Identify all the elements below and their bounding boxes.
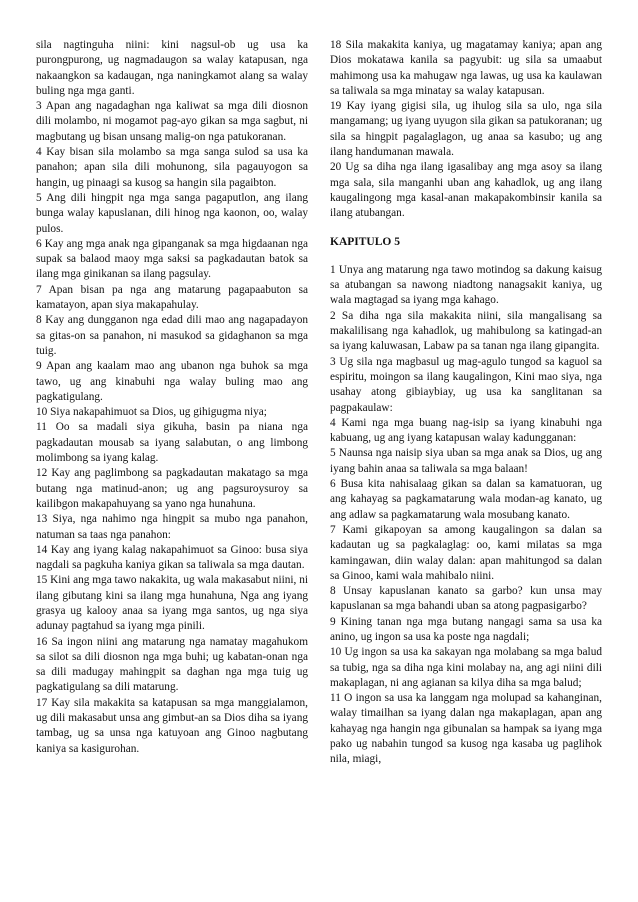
verse-paragraph: 2 Sa diha nga sila makakita niini, sila mangalisang sa makalilisang nga kahadlok, ug mahibulong sa katingad-an sa iyang kaluwasan, Labaw pa sa tanan nga ilang gipangita.	[330, 309, 602, 353]
verse-paragraph: 20 Ug sa diha nga ilang igasalibay ang mga asoy sa ilang mga sala, sila manganhi uban ang kahadlok, ug ang ilang kaugalingong mga kasal-anan makapakombinsir kanila sa ilang atubangan.	[330, 161, 602, 220]
verse-paragraph: 9 Kining tanan nga mga butang nangagi sama sa usa ka anino, ug ingon sa usa ka poste nga nagdali;	[330, 615, 602, 643]
right-column	[330, 38, 602, 902]
verse-paragraph: 7 Apan bisan pa nga ang matarung pagapaabuton sa kamatayon, apan siya makapahulay.	[36, 283, 308, 312]
verse-paragraph: 6 Kay ang mga anak nga gipanganak sa mga higdaanan nga supak sa balaod maoy mga saksi sa pagkadautan batok sa ilang mga ginikanan sa ilang pagsulay.	[36, 237, 308, 281]
verse-paragraph: 3 Apan ang nagadaghan nga kaliwat sa mga dili diosnon dili molambo, ni mogamot pag-ayo gikan sa mga sagbut, ni magbutang ug bisan unsang malig-on nga patukoranan.	[36, 100, 308, 143]
verse-paragraph: 4 Kay bisan sila molambo sa mga sanga sulod sa usa ka panahon; apan sila dili mohunong, sila pagauyogon sa hangin, ug pinaagi sa kusog sa hangin sila pagaibton.	[36, 146, 308, 189]
verse-paragraph: sila nagtinguha niini: kini nagsul-ob ug usa ka purongpurong, ug nagmadaugon sa walay katapusan, nga nakaangkon sa kadaugan, nga naningkamot alang sa walay buling nga mga ganti.	[36, 39, 308, 97]
verse-paragraph: 12 Kay ang paglimbong sa pagkadautan makatago sa mga butang nga matinud-anon; ug ang pagsuroysuroy sa kailibgon makapahuyang sa yano nga hunahuna.	[36, 467, 308, 510]
verse-paragraph: 3 Ug sila nga magbasul ug mag-agulo tungod sa kaguol sa espiritu, moingon sa ilang kaugalingon, Kini mao siya, nga usahay atong gibiaybiay, ug usa ka sanglitanan sa pagpakaulaw:	[330, 355, 602, 414]
verse-paragraph: 7 Kami gikapoyan sa among kaugalingon sa dalan sa kadautan ug sa pagkalaglag: oo, kami milatas sa mga kamingawan, diin walay dalan: apan mahitungod sa dalan sa Ginoo, kami wala mahibalo niini.	[330, 523, 602, 582]
verse-paragraph: 14 Kay ang iyang kalag nakapahimuot sa Ginoo: busa siya nagdali sa pagkuha kaniya gikan sa taliwala sa mga dautan.	[36, 543, 308, 572]
verse-paragraph: 19 Kay iyang gigisi sila, ug ihulog sila sa ulo, nga sila mangamang; ug iyang uyugon sila gikan sa patukoranan; ug sila sa hingpit pagalaglagon, ug anaa sa kasubo; ug ang ilang handumanan mawala.	[330, 100, 602, 159]
verse-paragraph: 1 Unya ang matarung nga tawo motindog sa dakung kaisug sa atubangan sa nawong niadtong nanagsakit kaniya, ug wala magtagad sa iyang mga kahago.	[330, 263, 602, 307]
verse-paragraph: 16 Sa ingon niini ang matarung nga namatay magahukom sa silot sa dili diosnon nga mga buhi; ug kabatan-onan nga sa dili madugay mahingpit sa daghan nga mga tuig ug pagkatigulang sa dili matarung.	[36, 635, 308, 694]
verse-paragraph: 6 Busa kita nahisalaag gikan sa dalan sa kamatuoran, ug ang kahayag sa pagkamatarung wala modan-ag kanato, ug ang adlaw sa pagkamatarung wala mosubang kanato.	[330, 478, 602, 521]
verse-paragraph: 17 Kay sila makakita sa katapusan sa mga manggialamon, ug dili makasabut unsa ang gimbut-an sa Dios diha sa iyang tambag, ug sa unsa nga katuyoan ang Ginoo nagbutang kaniya sa kasigurohan.	[36, 696, 308, 755]
chapter-heading: KAPITULO 5	[330, 235, 400, 248]
verse-paragraph: 8 Kay ang dungganon nga edad dili mao ang nagapadayon sa gitas-on sa panahon, ni masukod sa gidaghanon sa mga tuig.	[36, 314, 308, 357]
verse-paragraph: 10 Ug ingon sa usa ka sakayan nga molabang sa mga balud sa tubig, nga sa diha nga kini molabay na, ang agi niini dili makaplagan, ni ang agianan sa kilya diha sa mga balud;	[330, 646, 602, 689]
verse-paragraph: 13 Siya, nga nahimo nga hingpit sa mubo nga panahon, natuman sa taas nga panahon:	[36, 513, 308, 541]
left-column	[36, 38, 308, 902]
verse-paragraph: 5 Naunsa nga naisip siya uban sa mga anak sa Dios, ug ang iyang bahin anaa sa taliwala sa mga balaan!	[330, 447, 602, 475]
verse-paragraph: 8 Unsay kapuslanan kanato sa garbo? kun unsa may kapuslanan sa mga bahandi uban sa atong pagpasigarbo?	[330, 585, 602, 613]
verse-paragraph: 18 Sila makakita kaniya, ug magatamay kaniya; apan ang Dios mokatawa kanila sa pagyubit: ug sila sa umaabut mahimong usa ka mahugaw nga lawas, ug usa ka kaulawan sa taliwala sa mga minatay sa walay katapusan.	[330, 39, 602, 97]
verse-paragraph: 15 Kini ang mga tawo nakakita, ug wala makasabut niini, ni ilang gibutang kini sa ilang mga hunahuna, Nga ang iyang grasya ug kalooy anaa sa iyang mga santos, ug nga siya adunay pagtahud sa iyang mga pinili.	[36, 574, 308, 633]
verse-paragraph: 9 Apan ang kaalam mao ang ubanon nga buhok sa mga tawo, ug ang kinabuhi nga walay buling mao ang pagkatigulang.	[36, 360, 308, 403]
verse-paragraph: 10 Siya nakapahimuot sa Dios, ug gihigugma niya;	[36, 406, 267, 419]
verse-paragraph: 11 Oo sa madali siya gikuha, basin pa niana nga pagkadautan mousab sa iyang salabutan, o ang limbong molimbong sa iyang kalag.	[36, 421, 308, 465]
verse-paragraph: 4 Kami nga mga buang nag-isip sa iyang kinabuhi nga kabuang, ug ang iyang katapusan walay kadungganan:	[330, 416, 602, 445]
verse-paragraph: 11 O ingon sa usa ka langgam nga molupad sa kahanginan, walay timailhan sa iyang dalan nga makaplagan, apan ang kahayag nga hangin nga gibunalan sa hampak sa iyang mga pako ug nabahin tungod sa kusog nga kasaba ug paglihok nila, miagi,	[330, 692, 602, 766]
verse-paragraph: 5 Ang dili hingpit nga mga sanga pagaputlon, ang ilang bunga walay kapuslanan, dili hinog nga kaonon, oo, walay pulos.	[36, 191, 308, 235]
